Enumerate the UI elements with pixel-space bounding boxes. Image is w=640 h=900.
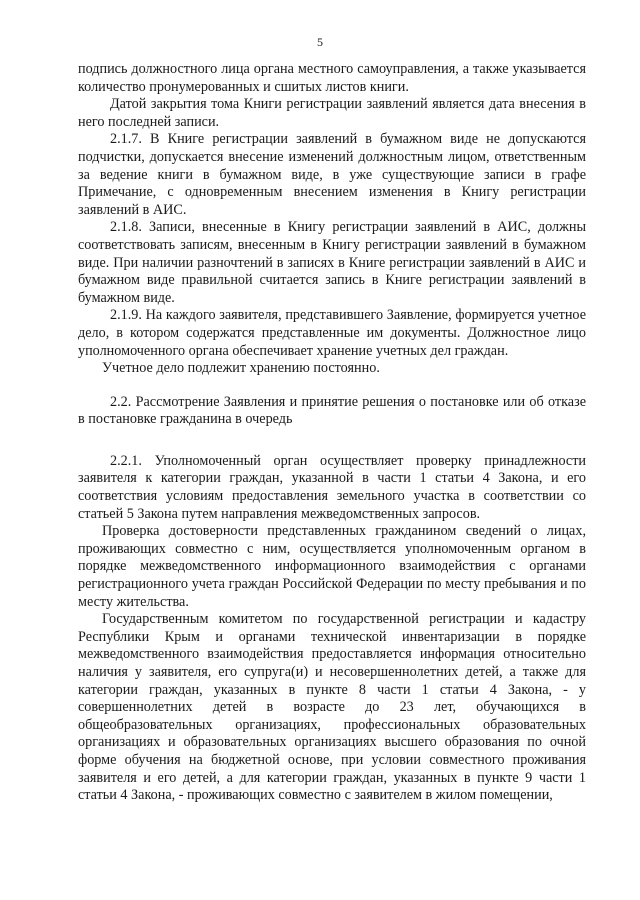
paragraph-2-2-1: 2.2.1. Уполномоченный орган осуществляет проверку принадлежности заявителя к категории граждан, указанной в части 1 статьи 4 Закона, и его соответствия условиям предоставления земельного участка в соответствии со статьей 5 Закона путем направления межведомственных запросов. [78, 452, 586, 522]
paragraph-state-committee: Государственным комитетом по государственной регистрации и кадастру Республики Крым и органами технической инвентаризации в порядке межведомственного взаимодействия предоставляется информация относительно наличия у заявителя, его супруга(и) и несовершеннолетних детей, а также для категории граждан, указанных в пункте 8 части 1 статьи 4 Закона, - у совершеннолетних детей в возрасте до 23 лет, обучающихся в общеобразовательных организациях, профессиональных образовательных организациях и образовательных организациях высшего образования по очной форме обучения на бюджетной основе, при условии совместного проживания заявителя и его детей, а для категории граждан, указанных в пункте 9 части 1 статьи 4 Закона, - проживающих совместно с заявителем в жилом помещении, [78, 611, 586, 804]
paragraph-2-1-7: 2.1.7. В Книге регистрации заявлений в бумажном виде не допускаются подчистки, допускается внесение изменений должностным лицом, ответственным за ведение книги в бумажном виде, в уже существующие записи в графе Примечание, с одновременным внесением изменения в Книгу регистрации заявлений в АИС. [78, 131, 586, 218]
paragraph-2-1-9: 2.1.9. На каждого заявителя, представившего Заявление, формируется учетное дело, в котором содержатся представленные им документы. Должностное лицо уполномоченного органа обеспечивает хранение учетных дел граждан. [78, 307, 586, 359]
paragraph-closing-date: Датой закрытия тома Книги регистрации заявлений является дата внесения в него последней записи. [78, 96, 586, 130]
paragraph-2-1-8: 2.1.8. Записи, внесенные в Книгу регистрации заявлений в АИС, должны соответствовать записям, внесенным в Книгу регистрации заявлений в бумажном виде. При наличии разночтений в записях в Книге регистрации заявлений в АИС и бумажном виде правильной считается запись в Книге регистрации заявлений в бумажном виде. [78, 219, 586, 306]
paragraph-signature: подпись должностного лица органа местного самоуправления, а также указывается количество пронумерованных и сшитых листов книги. [78, 61, 586, 95]
document-body [78, 61, 586, 805]
section-heading-2-2: 2.2. Рассмотрение Заявления и принятие решения о постановке или об отказе в постановке гражданина в очередь [78, 393, 586, 428]
paragraph-storage: Учетное дело подлежит хранению постоянно. [102, 360, 380, 377]
page-number: 5 [317, 35, 323, 49]
paragraph-verification: Проверка достоверности представленных гражданином сведений о лицах, проживающих совместно с ним, осуществляется уполномоченным органом в порядке межведомственного информационного взаимодействия с органами регистрационного учета граждан Российской Федерации по месту пребывания и по месту жительства. [78, 523, 586, 610]
